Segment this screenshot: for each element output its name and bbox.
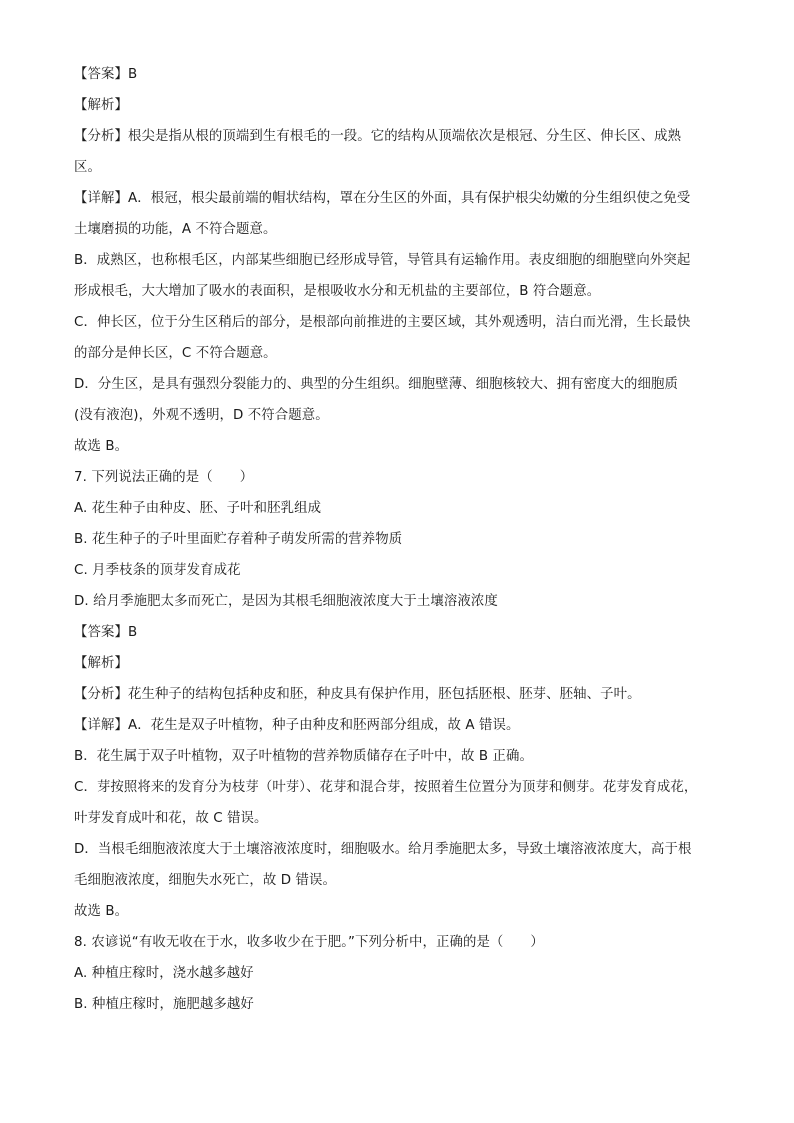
analysis-label: 【解析】: [74, 98, 128, 113]
question-7: 7. 下列说法正确的是（ ）: [74, 470, 254, 485]
text-line: 毛细胞液浓度，细胞失水死亡，故 D 错误。: [74, 873, 336, 888]
text-line: 土壤磨损的功能，A 不符合题意。: [74, 222, 277, 237]
text-line: B．成熟区，也称根毛区，内部某些细胞已经形成导管，导管具有运输作用。表皮细胞的细胞壁向外突起: [74, 253, 691, 268]
answer-label: 【答案】B: [74, 67, 138, 82]
text-line: D．当根毛细胞液浓度大于土壤溶液浓度时，细胞吸水。给月季施肥太多，导致土壤溶液浓度大，高于根: [74, 842, 692, 857]
option-a: A. 种植庄稼时，浇水越多越好: [74, 966, 254, 981]
answer-label: 【答案】B: [74, 625, 138, 640]
text-line: D．分生区，是具有强烈分裂能力的、典型的分生组织。细胞壁薄、细胞核较大、拥有密度大的细胞质: [74, 377, 678, 392]
text-line: 区。: [74, 160, 101, 175]
text-line: 的部分是伸长区，C 不符合题意。: [74, 346, 277, 361]
text-line: C．伸长区，位于分生区稍后的部分，是根部向前推进的主要区域，其外观透明，洁白而光滑，生长最快: [74, 315, 691, 330]
text-line: B．花生属于双子叶植物，双子叶植物的营养物质储存在子叶中，故 B 正确。: [74, 749, 533, 764]
conclusion-line: 故选 B。: [74, 904, 129, 919]
option-d: D. 给月季施肥太多而死亡，是因为其根毛细胞液浓度大于土壤溶液浓度: [74, 594, 498, 609]
text-line: (没有液泡)，外观不透明，D 不符合题意。: [74, 408, 329, 423]
analysis-label: 【解析】: [74, 656, 128, 671]
conclusion-line: 故选 B。: [74, 439, 129, 454]
option-b: B. 花生种子的子叶里面贮存着种子萌发所需的营养物质: [74, 532, 403, 547]
text-line: 形成根毛，大大增加了吸水的表面积，是根吸收水分和无机盐的主要部位，B 符合题意。: [74, 284, 601, 299]
option-c: C. 月季枝条的顶芽发育成花: [74, 563, 241, 578]
text-line: 【详解】A．根冠，根尖最前端的帽状结构，罩在分生区的外面，具有保护根尖幼嫩的分生组织使之免受: [74, 191, 691, 206]
option-a: A. 花生种子由种皮、胚、子叶和胚乳组成: [74, 501, 322, 516]
text-line: 叶芽发育成叶和花，故 C 错误。: [74, 811, 268, 826]
option-b: B. 种植庄稼时，施肥越多越好: [74, 997, 254, 1012]
text-line: 【详解】A．花生是双子叶植物，种子由种皮和胚两部分组成，故 A 错误。: [74, 718, 520, 733]
text-line: 【分析】根尖是指从根的顶端到生有根毛的一段。它的结构从顶端依次是根冠、分生区、伸长区、成熟: [74, 129, 682, 144]
text-line: C．芽按照将来的发育分为枝芽（叶芽）、花芽和混合芽，按照着生位置分为顶芽和侧芽。花芽发育成花，: [74, 780, 698, 795]
text-line: 【分析】花生种子的结构包括种皮和胚，种皮具有保护作用，胚包括胚根、胚芽、胚轴、子叶。: [74, 687, 641, 702]
question-8: 8. 农谚说“有收无收在于水，收多收少在于肥。”下列分析中，正确的是（ ）: [74, 935, 544, 950]
